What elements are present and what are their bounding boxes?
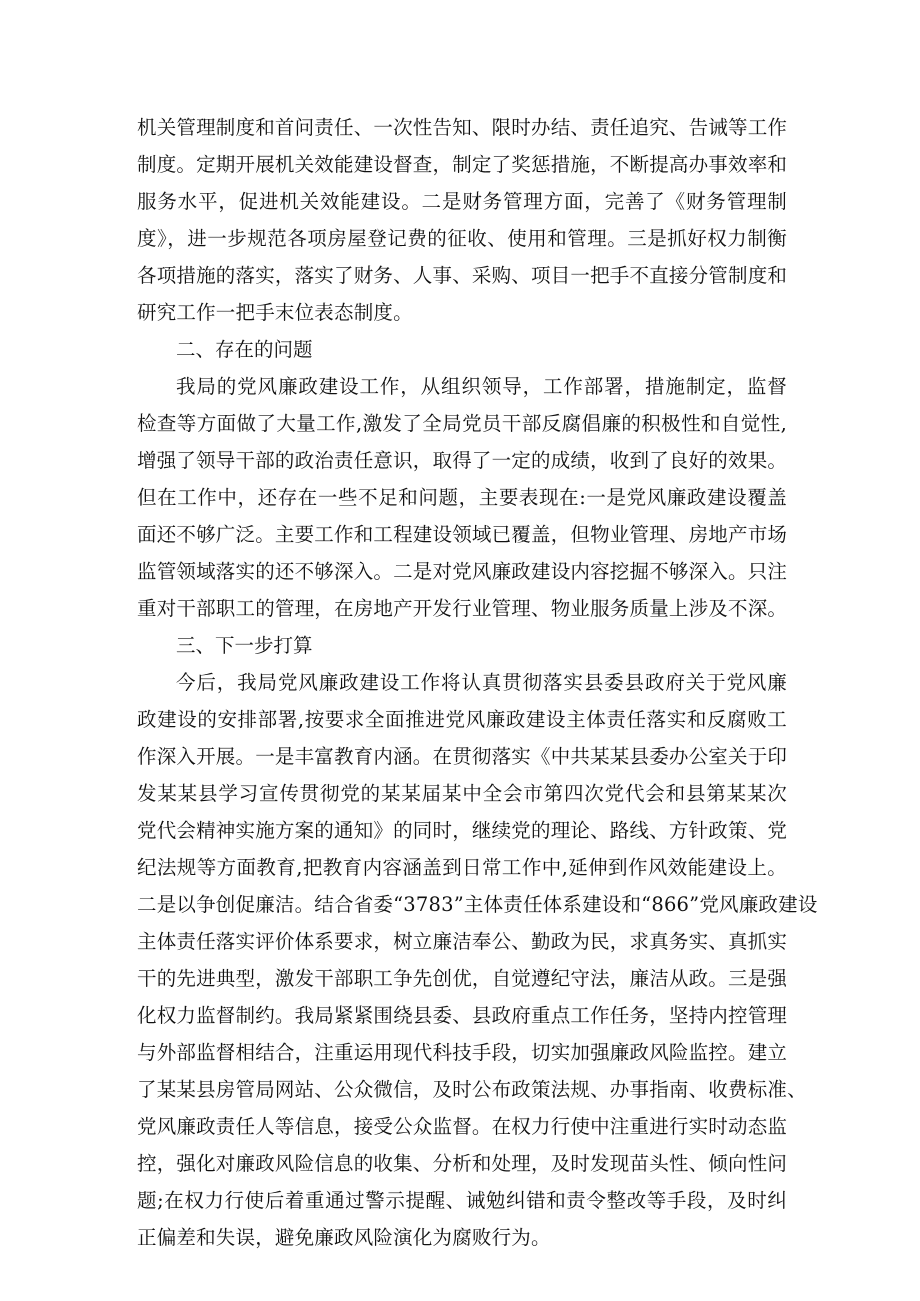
text-line: 题;在权力行使后着重通过警示提醒、诫勉纠错和责令整改等手段，及时纠 xyxy=(137,1189,787,1212)
text-line: 今后，我局党风廉政建设工作将认真贯彻落实县委县政府关于党风廉 xyxy=(176,671,787,694)
text-line: 正偏差和失误，避免廉政风险演化为腐败行为。 xyxy=(137,1226,551,1249)
text-line: 化权力监督制约。我局紧紧围绕县委、县政府重点工作任务，坚持内控管理 xyxy=(137,1004,788,1027)
text-line: 增强了领导干部的政治责任意识，取得了一定的成绩，收到了良好的效果。 xyxy=(137,449,788,472)
section-heading-problems: 二、存在的问题 xyxy=(176,338,313,361)
text-line: 各项措施的落实，落实了财务、人事、采购、项目一把手不直接分管制度和 xyxy=(137,264,788,287)
text-line: 面还不够广泛。主要工作和工程建设领域已覆盖，但物业管理、房地产市场 xyxy=(137,523,788,546)
text-line: 制度。定期开展机关效能建设督查，制定了奖惩措施，不断提高办事效率和 xyxy=(137,153,788,176)
text-line: 政建设的安排部署,按要求全面推进党风廉政建设主体责任落实和反腐败工 xyxy=(137,708,787,731)
text-line: 干的先进典型，激发干部职工争先创优，自觉遵纪守法，廉洁从政。三是强 xyxy=(137,967,788,990)
text-line: 研究工作一把手末位表态制度。 xyxy=(137,301,413,324)
text-line: 但在工作中，还存在一些不足和问题，主要表现在:一是党风廉政建设覆盖 xyxy=(137,486,787,509)
section-heading-next-steps: 三、下一步打算 xyxy=(176,634,313,657)
text-line: 重对干部职工的管理，在房地产开发行业管理、物业服务质量上涉及不深。 xyxy=(137,597,788,620)
text-line: 监管领域落实的还不够深入。二是对党风廉政建设内容挖掘不够深入。只注 xyxy=(137,560,788,583)
text-line: 党风廉政责任人等信息，接受公众监督。在权力行使中注重进行实时动态监 xyxy=(137,1115,788,1138)
text-line: 与外部监督相结合，注重运用现代科技手段，切实加强廉政风险监控。建立 xyxy=(137,1041,788,1064)
text-line: 二是以争创促廉洁。结合省委“3783”主体责任体系建设和“866”党风廉政建设 xyxy=(137,893,818,916)
text-line: 了某某县房管局网站、公众微信，及时公布政策法规、办事指南、收费标准、 xyxy=(137,1078,807,1101)
text-line: 检查等方面做了大量工作,激发了全局党员干部反腐倡廉的积极性和自觉性, xyxy=(137,412,787,435)
text-line: 机关管理制度和首问责任、一次性告知、限时办结、责任追究、告诫等工作 xyxy=(137,116,788,139)
text-line: 控，强化对廉政风险信息的收集、分析和处理，及时发现苗头性、倾向性问 xyxy=(137,1152,788,1175)
text-line: 党代会精神实施方案的通知》的同时，继续党的理论、路线、方针政策、党 xyxy=(137,819,788,842)
text-line: 纪法规等方面教育,把教育内容涵盖到日常工作中,延伸到作风效能建设上。 xyxy=(137,856,787,879)
text-line: 服务水平，促进机关效能建设。二是财务管理方面，完善了《财务管理制 xyxy=(137,190,787,213)
text-line: 度》，进一步规范各项房屋登记费的征收、使用和管理。三是抓好权力制衡 xyxy=(137,227,787,250)
text-line: 我局的党风廉政建设工作，从组织领导，工作部署，措施制定，监督 xyxy=(176,375,787,398)
text-line: 主体责任落实评价体系要求，树立廉洁奉公、勤政为民，求真务实、真抓实 xyxy=(137,930,788,953)
text-line: 发某某县学习宣传贯彻党的某某届某中全会市第四次党代会和县第某某次 xyxy=(137,782,787,805)
text-line: 作深入开展。一是丰富教育内涵。在贯彻落实《中共某某县委办公室关于印 xyxy=(137,745,788,768)
